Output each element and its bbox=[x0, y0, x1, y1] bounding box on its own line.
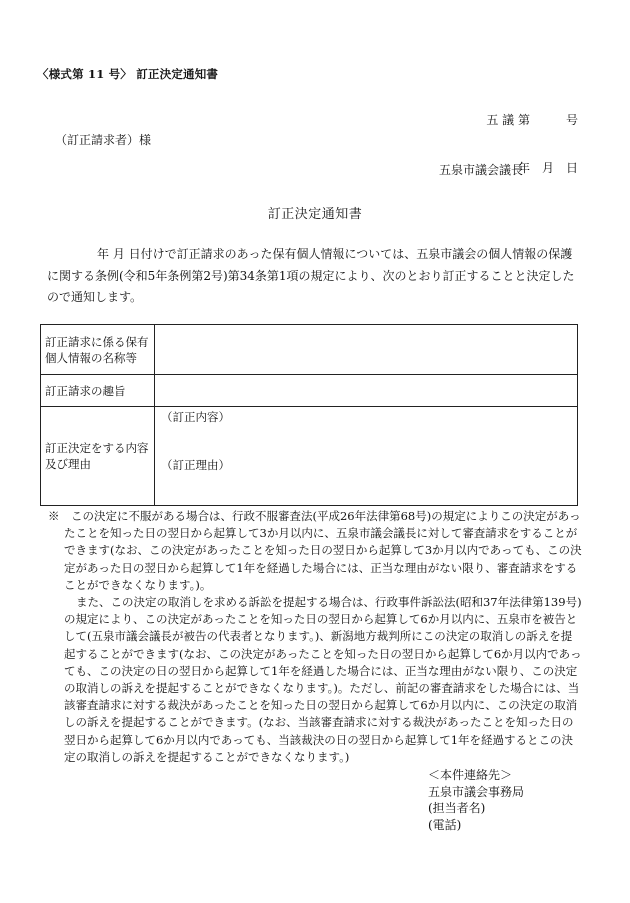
contact-office: 五泉市議会事務局 bbox=[428, 784, 525, 799]
correction-reason-label: （訂正理由） bbox=[161, 458, 230, 472]
table-row bbox=[41, 375, 578, 407]
table-row bbox=[41, 407, 578, 506]
row-label-decision: 訂正決定をする内容及び理由 bbox=[41, 407, 155, 506]
correction-info-table bbox=[40, 324, 578, 506]
row-value-info-name bbox=[155, 325, 578, 375]
document-number: 五 議 第 号 bbox=[486, 113, 578, 127]
form-number-label: 〈様式第 11 号〉 訂正決定通知書 bbox=[37, 67, 219, 81]
contact-person: (担当者名) bbox=[428, 801, 486, 815]
document-date: 年 月 日 bbox=[517, 161, 578, 175]
contact-phone: (電話) bbox=[428, 817, 462, 832]
body-paragraph: 年 月 日付けで訂正請求のあった保有個人情報については、五泉市議会の個人情報の保護に関する条例(令和5年条例第2号)第34条第1項の規定により、次のとおり訂正することと決定したので通知します。 bbox=[47, 247, 575, 304]
notes-section bbox=[48, 508, 583, 766]
row-value-decision bbox=[155, 407, 578, 506]
lawsuit-note: また、この決定の取消しを求める訴訟を提起する場合は、行政事件訴訟法(昭和37年法律第139号)の規定により、この決定があったことを知った日の翌日から起算して6か月以内に、五泉市を被告として(五泉市議会議長が被告の代表者となります。)、新潟地方裁判所にこの決定の取消しの訴えを提起することができます(なお、この決定があったことを知った日の翌日から起算して6か月以内であっても、この決定の日の翌日から起算して1年を経過した場合には、正当な理由がない限り、この決定の取消しの訴えを提起することができなくなります。)。ただし、前記の審査請求をした場合には、当該審査請求に対する裁決があったことを知った日の翌日から起算して6か月以内に、この決定の取消しの訴えを提起することができます。(なお、当該審査請求に対する裁決があったことを知った日の翌日から起算して6か月以内であっても、当該裁決の日の翌日から起算して1年を経過するとこの決定の取消しの訴えを提起することができなくなります。) bbox=[64, 595, 582, 764]
document-title: 訂正決定通知書 bbox=[267, 207, 363, 222]
row-label-request-purpose: 訂正請求の趣旨 bbox=[41, 375, 155, 407]
addressee: （訂正請求者）様 bbox=[55, 133, 152, 147]
contact-block bbox=[428, 767, 524, 833]
contact-heading: ＜本件連絡先＞ bbox=[428, 768, 513, 782]
row-label-info-name: 訂正請求に係る保有個人情報の名称等 bbox=[41, 325, 155, 375]
correction-content-label: （訂正内容） bbox=[161, 410, 230, 424]
sender: 五泉市議会議長 bbox=[439, 163, 524, 177]
appeal-note: ※ この決定に不服がある場合は、行政不服審査法(平成26年法律第68号)の規定によりこの決定があったことを知った日の翌日から起算して3か月以内に、五泉市議会議長に対して審査請求をすることができます(なお、この決定があったことを知った日の翌日から起算して3か月以内であっても、この決定があった日の翌日から起算して1年を経過した場合には、正当な理由がない限り、審査請求をすることができなくなります。)。 bbox=[48, 509, 582, 592]
row-value-request-purpose bbox=[155, 375, 578, 407]
table-row bbox=[41, 325, 578, 375]
